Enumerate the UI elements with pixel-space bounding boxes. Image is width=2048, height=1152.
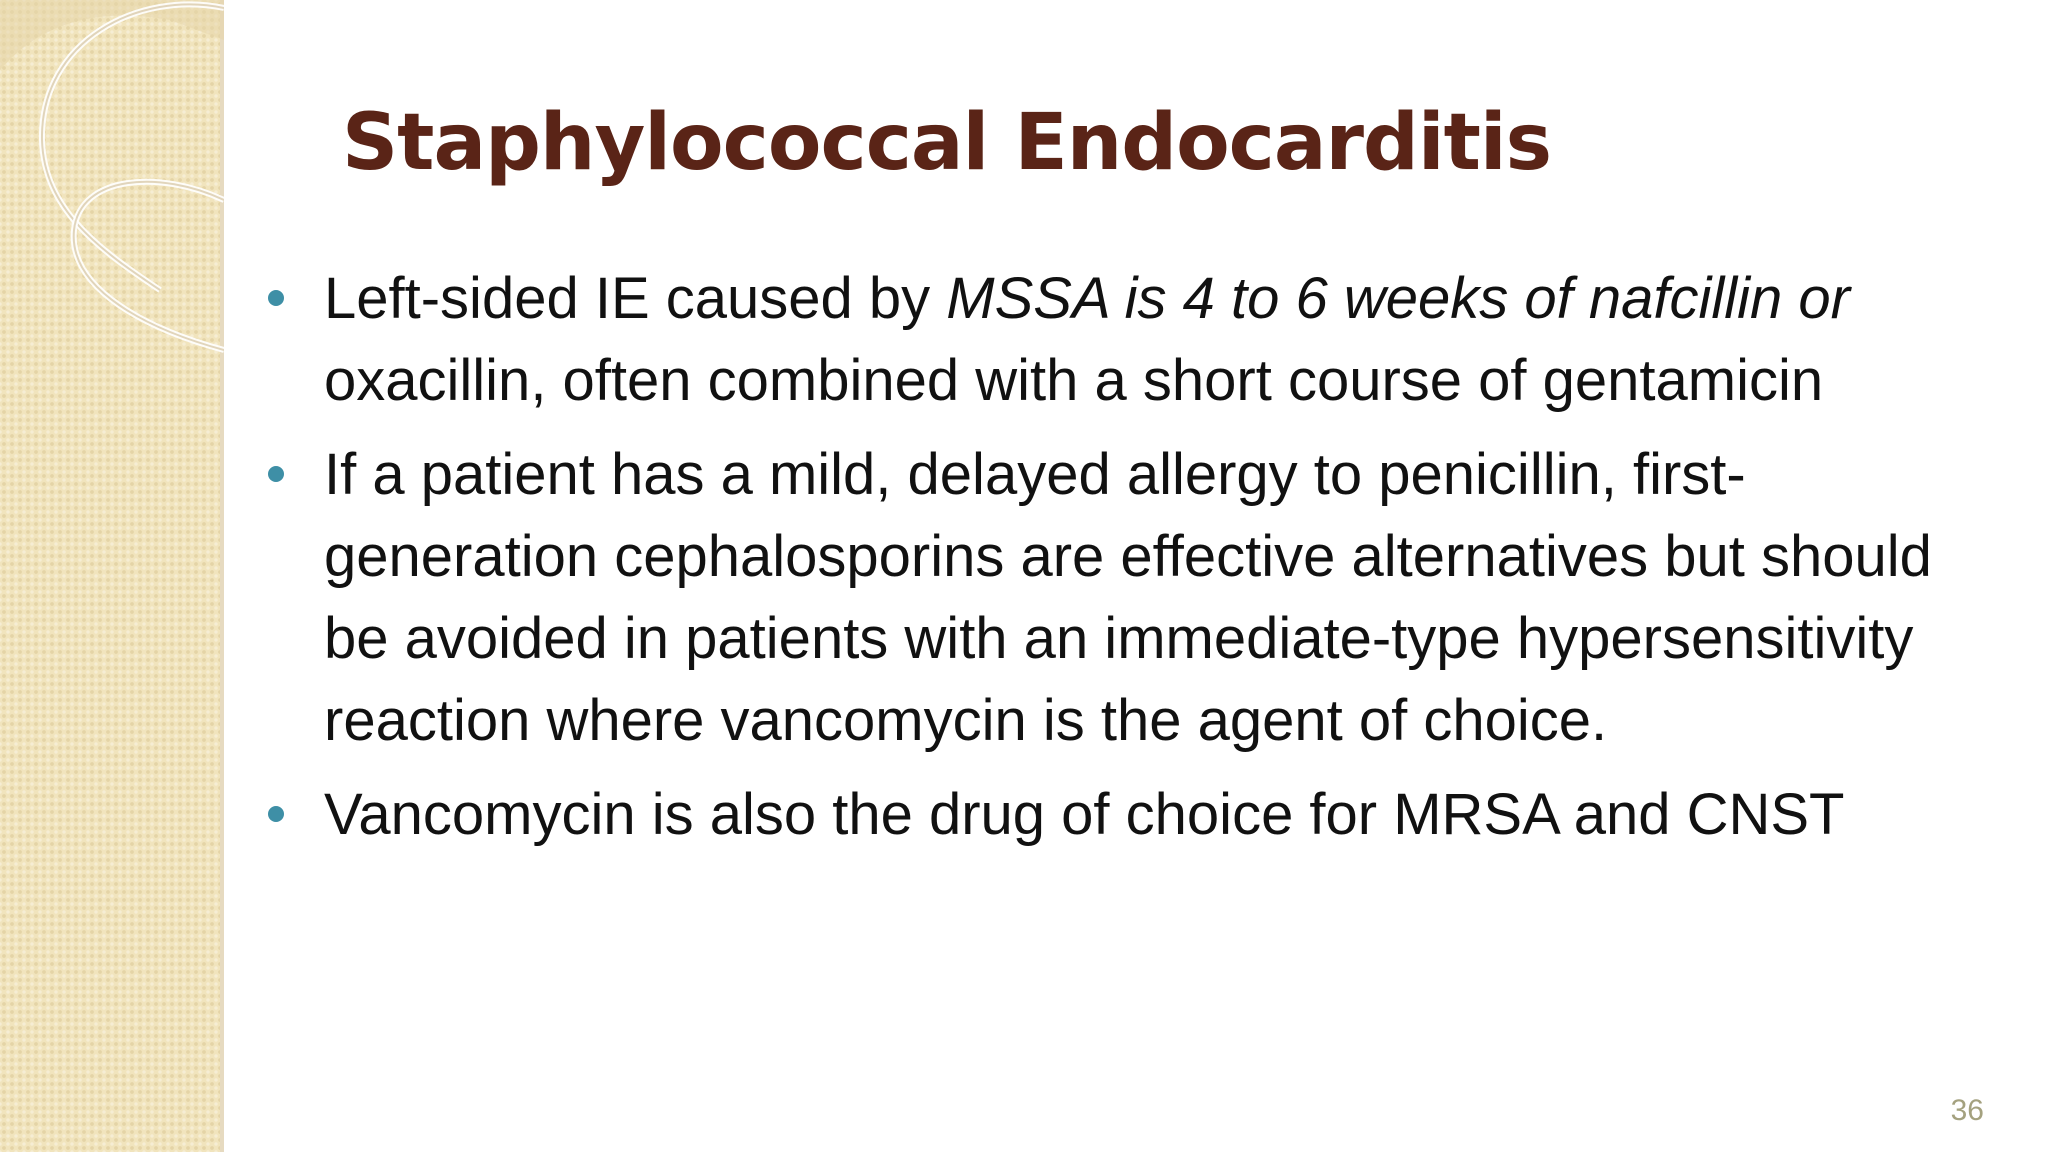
- bullet-text: Vancomycin is also the drug of choice for MRSA and CNST: [324, 782, 1845, 847]
- bullet-italic-text: MSSA is 4 to 6 weeks of nafcillin or: [946, 266, 1850, 331]
- decorative-swirl-graphic: [0, 0, 224, 420]
- slide-title: Staphylococcal Endocarditis: [342, 98, 1552, 188]
- bullet-text: oxacillin, often combined with a short course of gentamicin: [324, 348, 1824, 413]
- bullet-item: [262, 434, 2002, 762]
- bullet-item: [262, 774, 2002, 856]
- bullet-dot-icon: [268, 290, 284, 306]
- bullet-text: If a patient has a mild, delayed allergy to penicillin, first-generation cephalosporins are effective alternatives but should be avoided in patients with an immediate-type hypersensitivity reaction where vancomycin is the agent of choice.: [324, 442, 1932, 753]
- bullet-list: [262, 258, 2002, 868]
- bullet-text: Left-sided IE caused by: [324, 266, 947, 331]
- decorative-side-panel: [0, 0, 224, 1152]
- bullet-item: [262, 258, 2002, 422]
- slide-number: 36: [1950, 1094, 1984, 1127]
- bullet-dot-icon: [268, 466, 284, 482]
- bullet-dot-icon: [268, 806, 284, 822]
